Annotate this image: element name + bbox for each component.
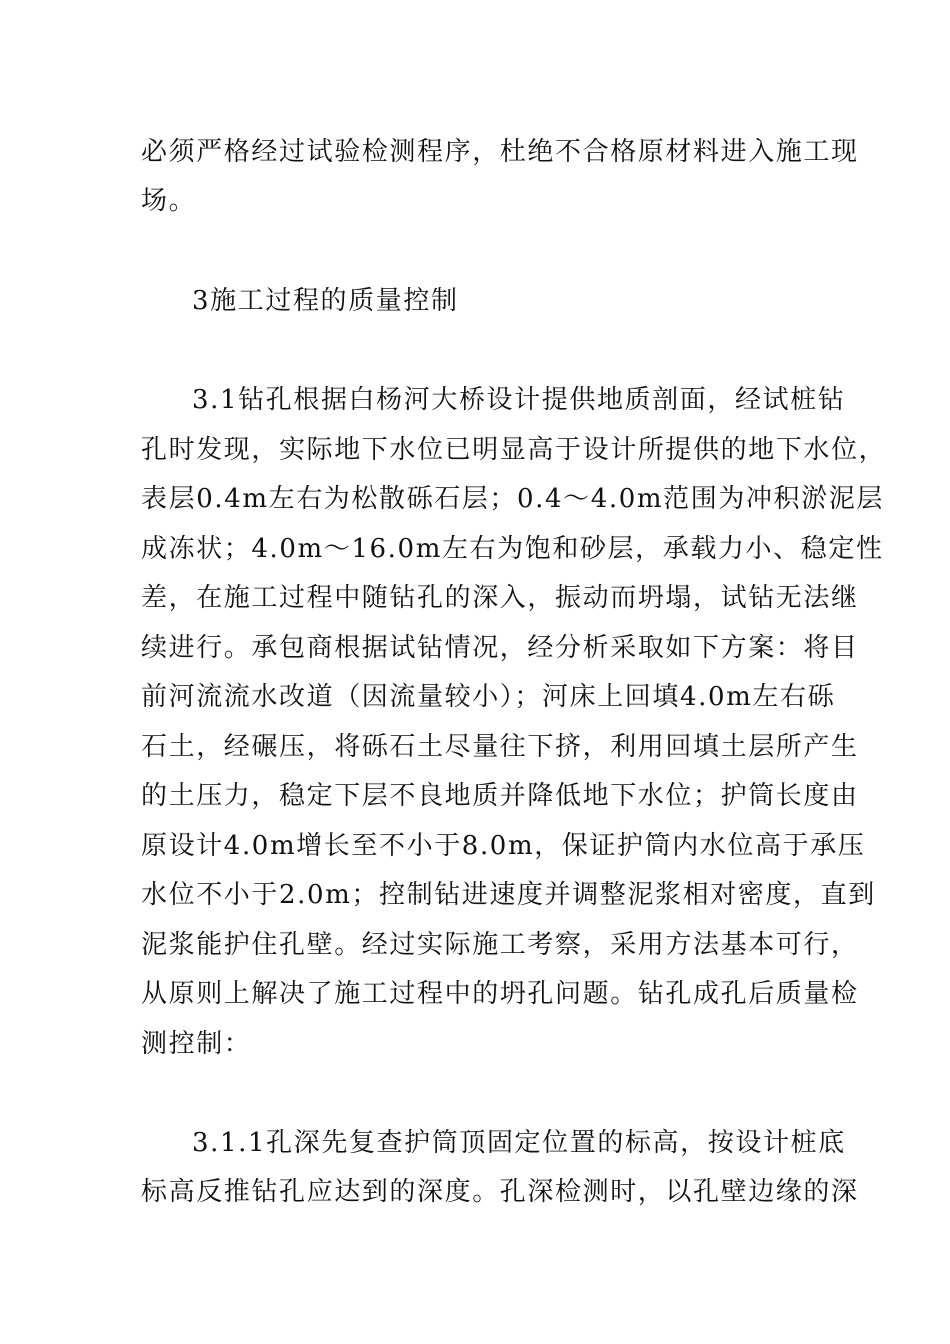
text-line: 的土压力，稳定下层不良地质并降低地下水位；护筒长度由 xyxy=(141,781,859,811)
text-line: 表层0.4m左右为松散砾石层；0.4～4.0m范围为冲积淤泥层 xyxy=(141,484,884,514)
text-line: 必须严格经过试验检测程序，杜绝不合格原材料进入施工现 xyxy=(141,137,859,167)
text-line: 孔时发现，实际地下水位已明显高于设计所提供的地下水位， xyxy=(141,435,887,465)
text-line: 从原则上解决了施工过程中的坍孔问题。钻孔成孔后质量检 xyxy=(141,979,859,1009)
text-line: 3.1钻孔根据白杨河大桥设计提供地质剖面，经试桩钻 xyxy=(192,385,846,415)
text-line: 场。 xyxy=(141,186,197,216)
text-line: 测控制： xyxy=(141,1029,252,1059)
text-line: 前河流流水改道（因流量较小）；河床上回填4.0m左右砾 xyxy=(141,682,836,712)
text-line: 标高反推钻孔应达到的深度。孔深检测时，以孔壁边缘的深 xyxy=(141,1177,859,1207)
text-line: 原设计4.0m增长至不小于8.0m，保证护筒内水位高于承压 xyxy=(141,831,866,861)
text-line: 石土，经碾压，将砾石土尽量往下挤，利用回填土层所产生 xyxy=(141,732,859,762)
text-line: 成冻状；4.0m～16.0m左右为饱和砂层，承载力小、稳定性 xyxy=(141,534,884,564)
text-line: 续进行。承包商根据试钻情况，经分析采取如下方案：将目 xyxy=(141,633,859,663)
section-heading: 3施工过程的质量控制 xyxy=(192,286,459,316)
text-line: 差，在施工过程中随钻孔的深入，振动而坍塌，试钻无法继 xyxy=(141,583,859,613)
text-line: 泥浆能护住孔壁。经过实际施工考察，采用方法基本可行， xyxy=(141,930,859,960)
text-line: 水位不小于2.0m；控制钻进速度并调整泥浆相对密度，直到 xyxy=(141,880,876,910)
text-line: 3.1.1孔深先复查护筒顶固定位置的标高，按设计桩底 xyxy=(192,1128,846,1158)
